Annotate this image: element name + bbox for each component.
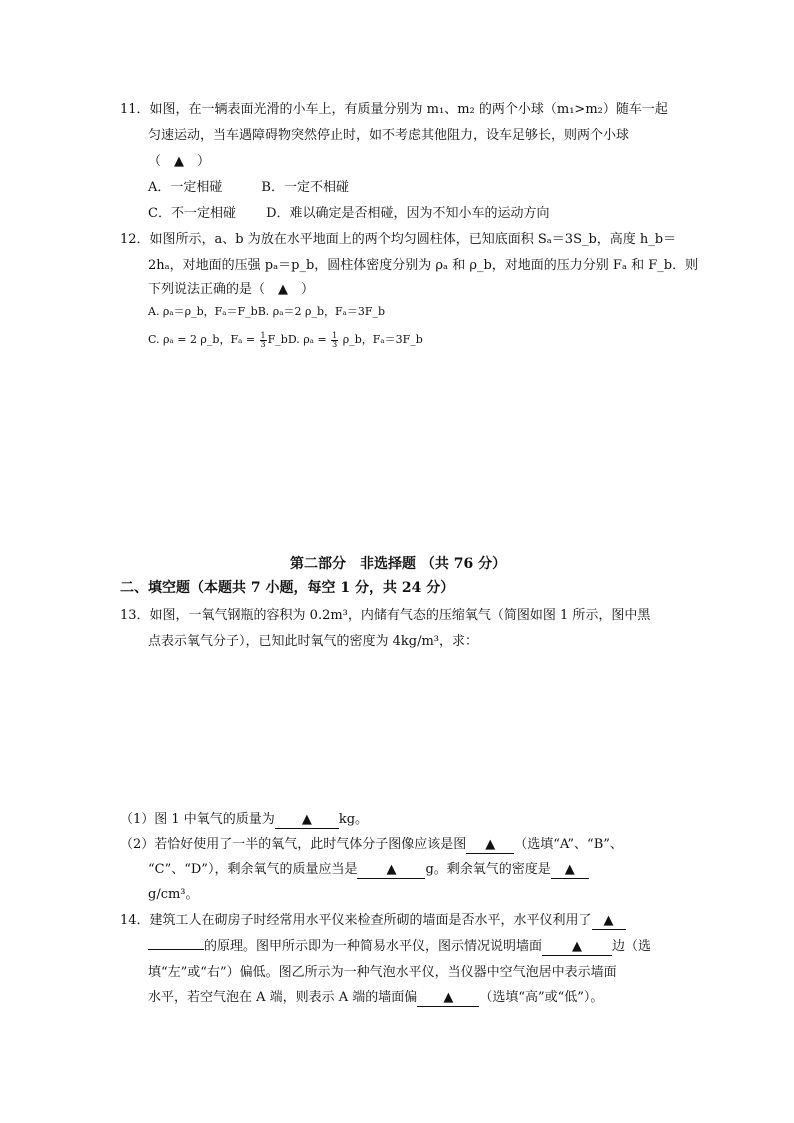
section-title: 二、填空题（本题共 7 小题，每空 1 分，共 24 分） — [120, 580, 455, 596]
q11-line3: （ ▲ ） — [148, 154, 210, 169]
q11-line1: 11．如图，在一辆表面光滑的小车上，有质量分别为 m₁、m₂ 的两个小球（m₁>m₂）随车一起 — [120, 102, 668, 117]
q13-sub2-line2 — [148, 861, 589, 879]
q12-option-c-tail: F_b — [267, 333, 288, 346]
q13-sub2-text3: g。剩余氧气的密度是 — [425, 862, 551, 877]
q14-text: 14．建筑工人在砌房子时经常用水平仪来检查所砌的墙面是否水平，水平仪利用了 — [120, 913, 592, 928]
answer-blank[interactable]: ▲ — [417, 990, 479, 1007]
q12-option-d-text: D. ρₐ = — [287, 333, 327, 346]
answer-blank[interactable]: ▲ — [592, 913, 626, 930]
q12-option-c-fraction — [260, 332, 267, 349]
q12-line3: 下列说法正确的是（ ▲ ） — [148, 282, 314, 297]
fraction-denominator: 3 — [332, 339, 338, 349]
q13-sub1-text: （1）图 1 中氧气的质量为 — [120, 812, 275, 827]
part2-title: 第二部分 非选择题 （共 76 分） — [290, 556, 507, 572]
answer-blank[interactable]: ▲ — [466, 837, 514, 854]
q12-option-d-fraction — [331, 332, 338, 349]
fraction-denominator: 3 — [260, 339, 266, 349]
q12-option-d-tail: ρ_b，Fₐ＝3F_b — [342, 333, 423, 346]
answer-blank[interactable]: ▲ — [275, 812, 339, 829]
answer-blank[interactable]: ▲ — [542, 939, 612, 956]
q12-option-c-text: C. ρₐ = 2 ρ_b，Fₐ = — [148, 333, 256, 346]
q13-sub2-text2: “C”、“D”），剩余氧气的质量应当是 — [148, 862, 358, 877]
q11-options-cd: C．不一定相碰 D．难以确定是否相碰，因为不知小车的运动方向 — [148, 206, 550, 221]
q14-line3: 填“左”或“右”）偏低。图乙所示为一种气泡水平仪，当仪器中空气泡居中表示墙面 — [148, 965, 617, 980]
q13-sub2-line3: g/cm³。 — [148, 887, 199, 902]
q11-line2: 匀速运动，当车遇障碍物突然停止时，如不考虑其他阻力，设车足够长，则两个小球 — [148, 128, 630, 143]
q13-line1: 13．如图，一氧气钢瓶的容积为 0.2m³，内储有气态的压缩氧气（简图如图 1 所示，图中黑 — [120, 608, 651, 623]
fraction-numerator: 1 — [260, 330, 266, 340]
q13-sub2-text: （2）若恰好使用了一半的氧气，此时气体分子图像应该是图 — [120, 837, 467, 852]
q14-text2: 的原理。图甲所示即为一种简易水平仪，图示情况说明墙面 — [204, 939, 543, 954]
q14-line2 — [148, 938, 651, 956]
q11-options-ab: A．一定相碰 B．一定不相碰 — [148, 180, 349, 195]
q13-sub2-choices: （选填“A”、“B”、 — [514, 837, 623, 852]
q13-line2: 点表示氧气分子），已知此时氧气的密度为 4kg/m³，求： — [148, 634, 479, 649]
q12-options-cd — [148, 331, 423, 349]
q13-sub1-unit: kg。 — [338, 812, 369, 827]
answer-blank[interactable]: ▲ — [551, 862, 589, 879]
q14-text5: （选填“高”或“低”）。 — [479, 990, 604, 1005]
q14-line1 — [120, 912, 626, 930]
q12-line1: 12．如图所示，a、b 为放在水平地面上的两个均匀圆柱体，已知底面积 Sₐ＝3S_b，高度 h_b＝ — [120, 232, 677, 247]
q14-text4: 水平，若空气泡在 A 端，则表示 A 端的墙面偏 — [148, 990, 418, 1005]
fraction-numerator: 1 — [332, 330, 338, 340]
q13-sub1 — [120, 811, 368, 829]
q14-line4 — [148, 989, 603, 1007]
answer-blank[interactable]: ▲ — [357, 862, 425, 879]
answer-blank-continuation[interactable] — [148, 949, 204, 950]
q12-line2: 2hₐ，对地面的压强 pₐ＝p_b，圆柱体密度分别为 ρₐ 和 ρ_b，对地面的压力分别 Fₐ 和 F_b．则 — [148, 258, 699, 273]
q12-options-ab: A. ρₐ＝ρ_b，Fₐ＝F_bB. ρₐ＝2 ρ_b，Fₐ＝3F_b — [148, 305, 386, 318]
q13-sub2-line1 — [120, 836, 623, 854]
q14-text3: 边（选 — [612, 939, 652, 954]
